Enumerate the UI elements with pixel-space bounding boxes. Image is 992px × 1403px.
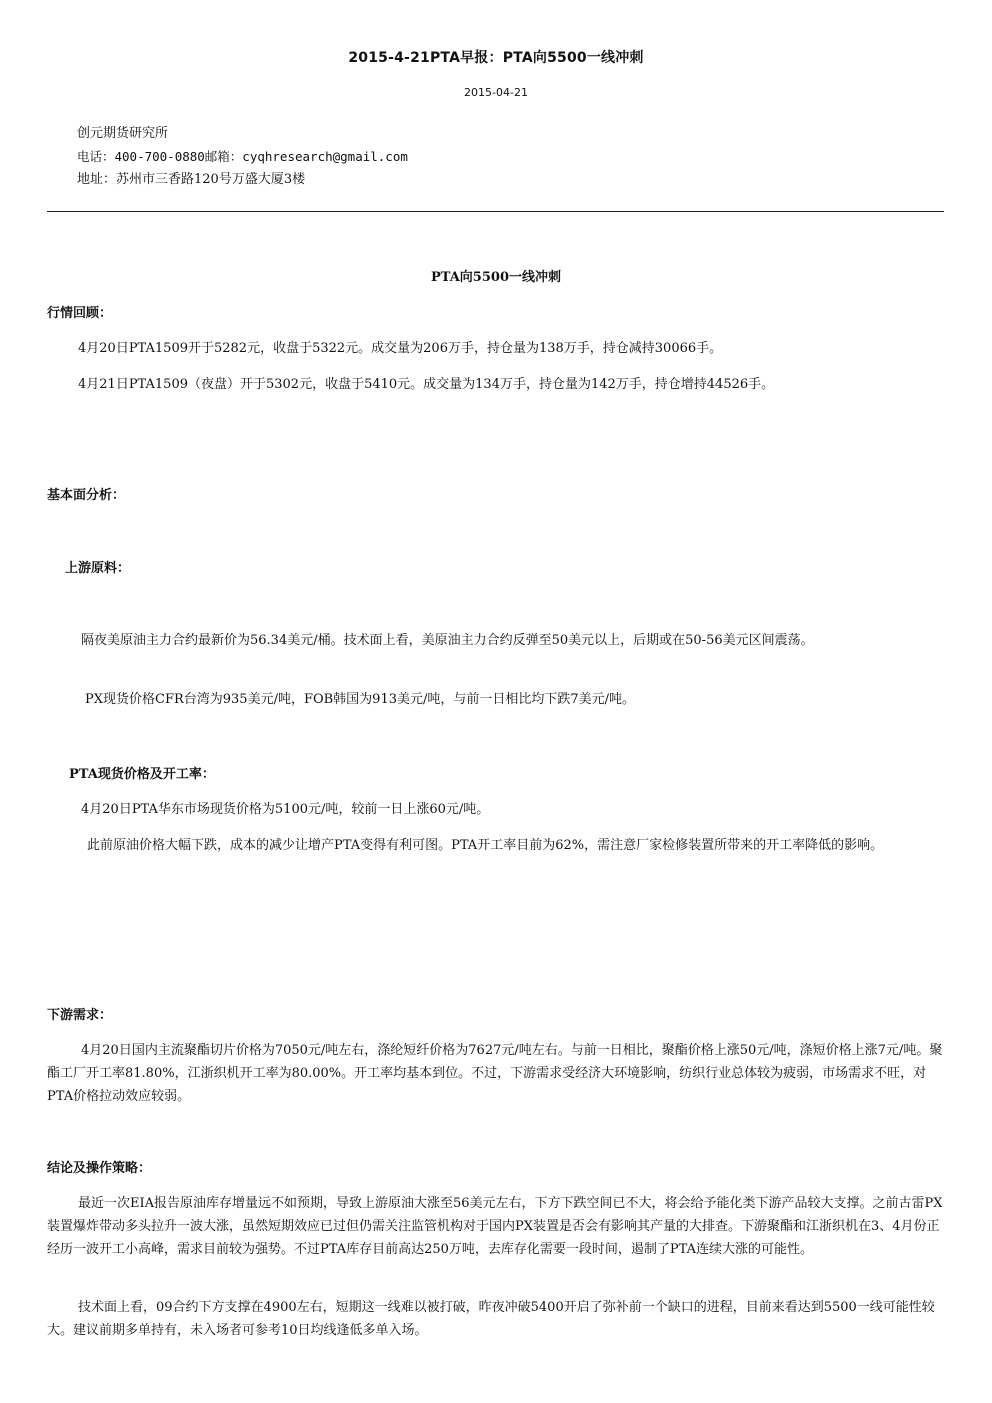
organization-info — [77, 122, 408, 191]
paragraph-market-review-1: 4月20日PTA1509开于5282元，收盘于5322元。成交量为206万手，持仓量为138万手，持仓减持30066手。 — [78, 341, 723, 356]
paragraph-upstream-1: 隔夜美原油主力合约最新价为56.34美元/桶。技术面上看，美原油主力合约反弹至50美元以上，后期或在50-56美元区间震荡。 — [81, 633, 814, 648]
paragraph-downstream-1: 4月20日国内主流聚酯切片价格为7050元/吨左右，涤纶短纤价格为7627元/吨左右。与前一日相比，聚酯价格上涨50元/吨，涤短价格上涨7元/吨。聚酯工厂开工率81.80%，江浙织机开工率为80.00%。开工率均基本到位。不过，下游需求受经济大环境影响，纺织行业总体较为疲弱，市场需求不旺，对PTA价格拉动效应较弱。 — [47, 1043, 943, 1104]
report-date: 2015-04-21 — [464, 86, 528, 99]
article-title: PTA向5500一线冲刺 — [430, 270, 561, 285]
paragraph-spot-1: 4月20日PTA华东市场现货价格为5100元/吨，较前一日上涨60元/吨。 — [81, 802, 490, 817]
contact-line: 电话：400-700-0880邮箱：cyqhresearch@gmail.com — [77, 149, 408, 164]
header-divider — [47, 211, 944, 212]
report-title: 2015-4-21PTA早报：PTA向5500一线冲刺 — [348, 50, 644, 66]
paragraph-conclusion-1: 最近一次EIA报告原油库存增量远不如预期，导致上游原油大涨至56美元左右，下方下跌空间已不大，将会给予能化类下游产品较大支撑。之前古雷PX装置爆炸带动多头拉升一波大涨，虽然短期效应已过但仍需关注监管机构对于国内PX装置是否会有影响其产量的大排查。下游聚酯和江浙织机在3、4月份正经历一波开工小高峰，需求目前较为强势。不过PTA库存目前高达250万吨，去库存化需要一段时间，遏制了PTA连续大涨的可能性。 — [47, 1196, 943, 1257]
section-heading-conclusion: 结论及操作策略： — [47, 1161, 152, 1176]
section-heading-market-review: 行情回顾： — [47, 306, 113, 321]
paragraph-market-review-2: 4月21日PTA1509（夜盘）开于5302元，收盘于5410元。成交量为134万手，持仓量为142万手，持仓增持44526手。 — [78, 377, 775, 392]
section-heading-upstream: 上游原料： — [65, 561, 131, 576]
paragraph-spot-2: 此前原油价格大幅下跌，成本的减少让增产PTA变得有利可图。PTA开工率目前为62%，需注意厂家检修装置所带来的开工率降低的影响。 — [87, 838, 884, 853]
paragraph-conclusion-2: 技术面上看，09合约下方支撑在4900左右，短期这一线难以被打破，昨夜冲破5400开启了弥补前一个缺口的进程，目前来看达到5500一线可能性较大。建议前期多单持有，未入场者可参考10日均线逢低多单入场。 — [47, 1300, 935, 1338]
paragraph-upstream-2: PX现货价格CFR台湾为935美元/吨，FOB韩国为913美元/吨，与前一日相比均下跌7美元/吨。 — [85, 692, 636, 707]
section-heading-fundamentals: 基本面分析： — [47, 488, 126, 503]
section-heading-downstream: 下游需求： — [47, 1008, 113, 1023]
section-heading-spot: PTA现货价格及开工率： — [69, 767, 215, 782]
organization-name: 创元期货研究所 — [77, 126, 169, 141]
address-line: 地址：苏州市三香路120号万盛大厦3楼 — [77, 172, 306, 187]
